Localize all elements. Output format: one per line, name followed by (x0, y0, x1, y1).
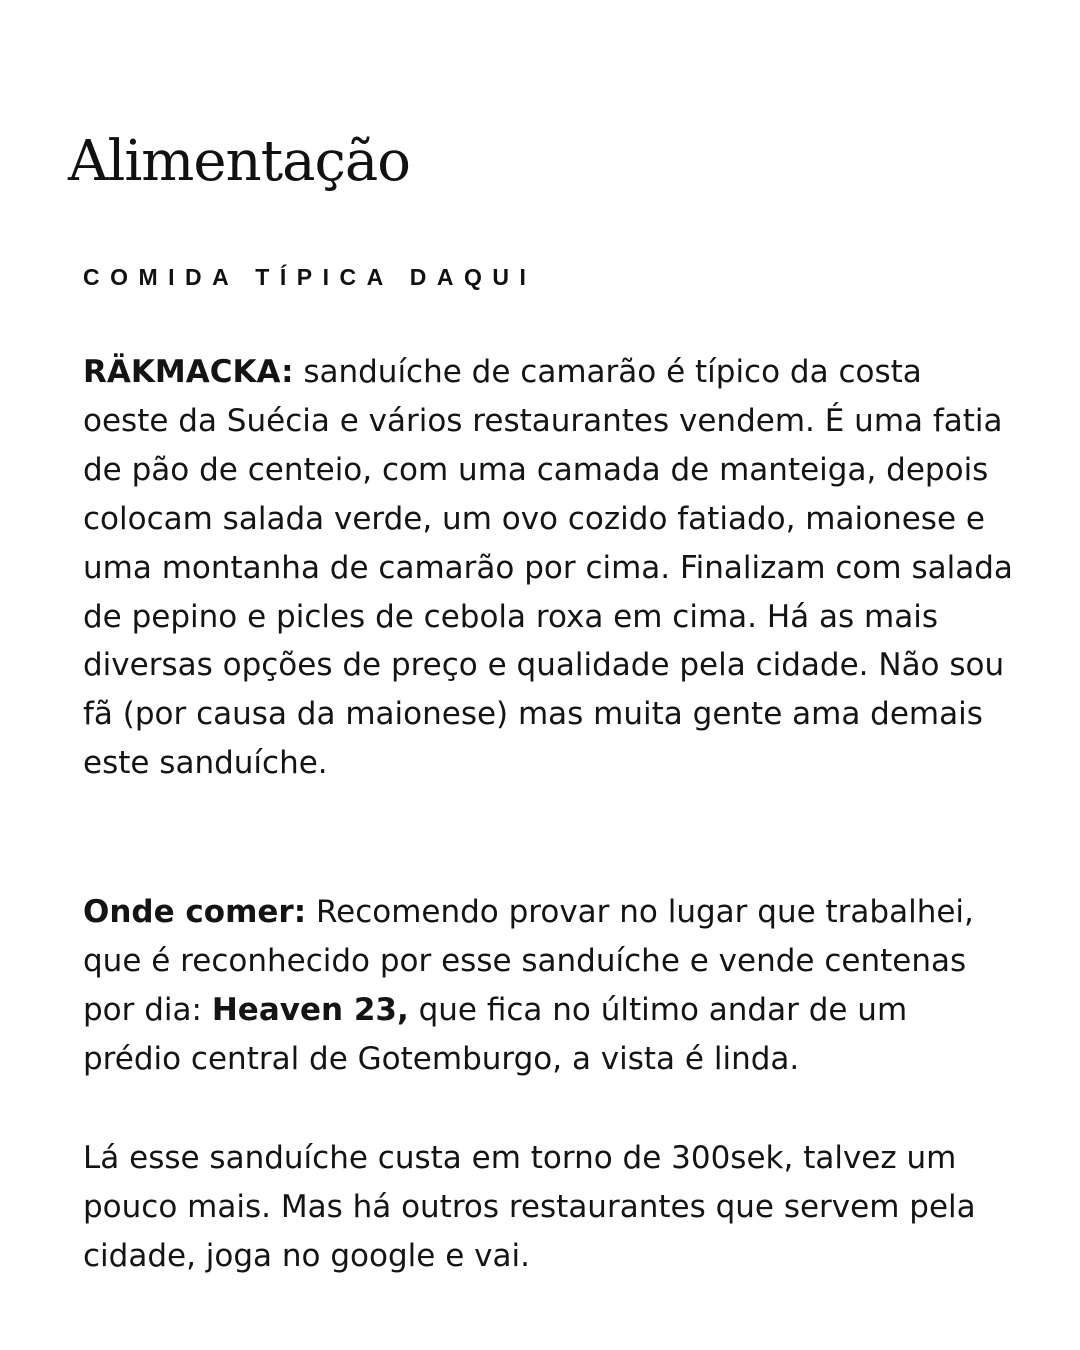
rakmacka-paragraph (83, 348, 1013, 788)
price-note-paragraph: Lá esse sanduíche custa em torno de 300sek, talvez um pouco mais. Mas há outros restaurantes que servem pela cidade, joga no google e vai. (83, 1140, 976, 1274)
onde-comer-paragraph (83, 888, 1013, 1084)
rakmacka-description: sanduíche de camarão é típico da costa oeste da Suécia e vários restaurantes vendem. É uma fatia de pão de centeio, com uma camada de manteiga, depois colocam salada verde, um ovo cozido fatiado, maionese e uma montanha de camarão por cima. Finalizam com salada de pepino e picles de cebola roxa em cima. Há as mais diversas opções de preço e qualidade pela cidade. Não sou fã (por causa da maionese) mas muita gente ama demais este sanduíche. (83, 354, 1013, 782)
restaurant-name: Heaven 23, (211, 991, 409, 1028)
section-subtitle: COMIDA TÍPICA DAQUI (83, 264, 537, 290)
onde-comer-text-before: Recomendo provar no lugar que trabalhei, que é reconhecido por esse sanduíche e vende centenas por dia: (83, 894, 974, 1028)
onde-comer-label: Onde comer: (83, 894, 307, 930)
rakmacka-label: RÄKMACKA: (83, 354, 294, 390)
page-title: Alimentação (68, 129, 410, 194)
onde-comer-text-after: que fica no último andar de um prédio central de Gotemburgo, a vista é linda. (83, 991, 908, 1077)
